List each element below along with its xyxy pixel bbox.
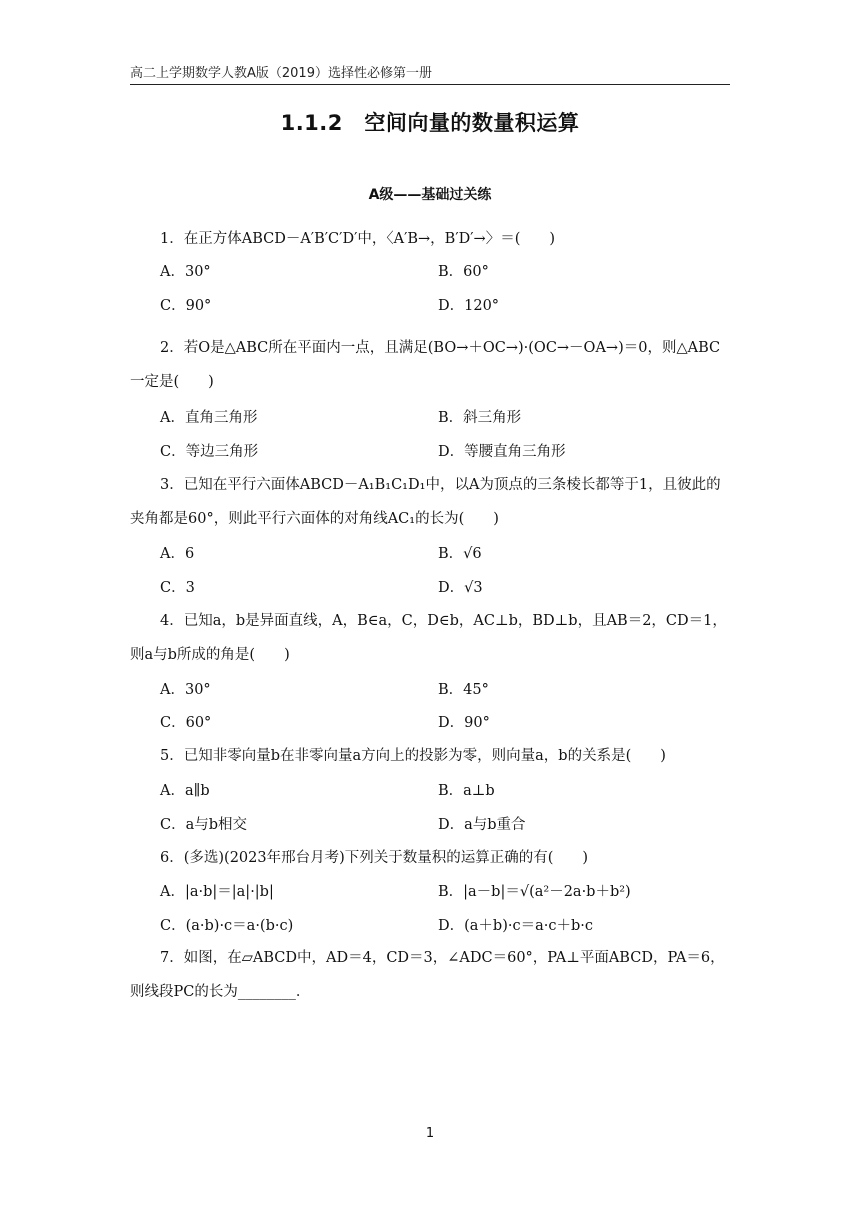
question-7 (130, 941, 730, 1009)
question-5-stem: 5．已知非零向量b在非零向量a方向上的投影为零，则向量a，b的关系是( ) (160, 748, 666, 764)
question-7-stem: 7．如图，在▱ABCD中，AD＝4，CD＝3，∠ADC＝60°，PA⊥平面ABCD，PA＝6，则线段PC的长为________． (130, 950, 725, 1000)
page-number: 1 (425, 1126, 435, 1141)
header-rule (130, 84, 730, 85)
question-3 (130, 468, 730, 536)
question-1-stem: 1．在正方体ABCD－A′B′C′D′中，〈A′B→，B′D′→〉＝( ) (160, 231, 556, 247)
question-6 (130, 841, 730, 875)
question-4 (130, 604, 730, 672)
question-1-option-b: B．60° (438, 264, 489, 280)
question-1-option-a: A．30° (160, 264, 211, 280)
question-1-option-c: C．90° (160, 298, 212, 314)
question-3-option-b: B．√6 (438, 546, 482, 562)
question-4-option-a: A．30° (160, 682, 211, 698)
question-5-option-d: D．a与b重合 (438, 817, 526, 833)
question-5 (130, 739, 730, 773)
question-5-option-b: B．a⊥b (438, 783, 495, 799)
question-2-option-d: D．等腰直角三角形 (438, 444, 566, 460)
running-header: 高二上学期数学人教A版（2019）选择性必修第一册 (130, 66, 432, 81)
question-6-option-b: B．|a－b|＝√(a²－2a·b＋b²) (438, 884, 631, 900)
question-2-option-a: A．直角三角形 (160, 410, 258, 426)
question-6-option-c: C．(a·b)·c＝a·(b·c) (160, 918, 294, 934)
question-3-option-d: D．√3 (438, 580, 483, 596)
page-title: 1.1.2 空间向量的数量积运算 (280, 111, 580, 135)
question-1-option-d: D．120° (438, 298, 500, 314)
question-6-stem: 6．(多选)(2023年邢台月考)下列关于数量积的运算正确的有( ) (160, 850, 589, 866)
question-4-stem: 4．已知a，b是异面直线，A，B∈a，C，D∈b，AC⊥b，BD⊥b，且AB＝2，CD＝1，则a与b所成的角是( ) (130, 613, 727, 663)
question-6-option-a: A．|a·b|＝|a|·|b| (160, 884, 274, 900)
question-5-option-c: C．a与b相交 (160, 817, 248, 833)
question-5-option-a: A．a∥b (160, 783, 210, 799)
question-2-option-c: C．等边三角形 (160, 444, 259, 460)
question-6-option-d: D．(a＋b)·c＝a·c＋b·c (438, 918, 593, 934)
question-3-option-a: A．6 (160, 546, 195, 562)
question-3-stem: 3．已知在平行六面体ABCD－A₁B₁C₁D₁中，以A为顶点的三条棱长都等于1，且彼此的夹角都是60°，则此平行六面体的对角线AC₁的长为( ) (130, 477, 721, 527)
question-2-option-b: B．斜三角形 (438, 410, 522, 426)
question-1 (130, 222, 730, 256)
question-2 (130, 331, 730, 399)
question-3-option-c: C．3 (160, 580, 195, 596)
section-heading: A级——基础过关练 (368, 187, 492, 203)
question-2-stem: 2．若O是△ABC所在平面内一点，且满足(BO→＋OC→)·(OC→－OA→)＝0，则△ABC一定是( ) (130, 340, 721, 390)
question-4-option-c: C．60° (160, 715, 212, 731)
question-4-option-d: D．90° (438, 715, 490, 731)
question-4-option-b: B．45° (438, 682, 489, 698)
